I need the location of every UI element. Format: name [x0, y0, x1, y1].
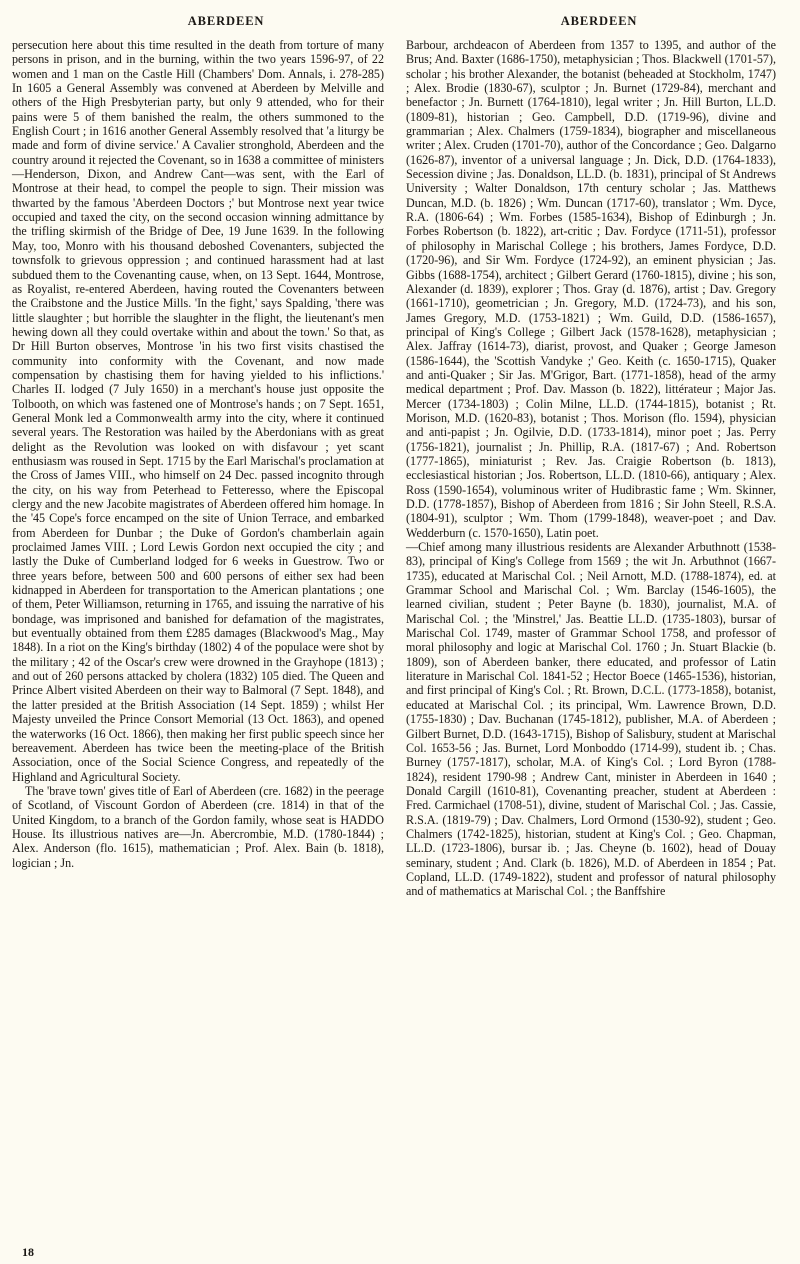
text-columns [12, 38, 788, 899]
page-number: 18 [22, 1245, 34, 1259]
running-headers [12, 14, 788, 29]
paragraph: The 'brave town' gives title of Earl of Aberdeen (cre. 1682) in the peerage of Scotland, of Viscount Gordon of Aberdeen (cre. 1814) in that of the United Kingdom, to a branch of the Gordon family, whose seat is HADDO House. Its illustrious natives are—Jn. Abercrombie, M.D. (1780-1844) ; Alex. Anderson (flo. 1615), mathematician ; Prof. Alex. Bain (b. 1818), logician ; Jn. [12, 783, 384, 870]
paragraph: persecution here about this time resulted in the death from torture of many persons in prison, and in the burning, within the two years 1596-97, of 22 women and 1 man on the Castle Hill (Chambers' Dom. Annals, i. 278-285) In 1605 a General Assembly was convened at Aberdeen by Melville and others of the High Presbyterian party, but only 9 attended, who for their pains were 5 of them banished the realm, the others summoned to the English Court ; in 1616 another General Assembly resolved that 'a liturgy be made and form of divine service.' A Cavalier stronghold, Aberdeen and the country around it rejected the Covenant, so in 1638 a committee of ministers—Henderson, Dixon, and Andrew Cant—was sent, with the Earl of Montrose at their head, to compel the people to sign. Their mission was thwarted by the famous 'Aberdeen Doctors ;' but Montrose next year twice occupied and taxed the city, on the second occasion winning admittance by the trifling skirmish of the Bridge of Dee, 19 June 1639. In the following May, too, Monro with his thousand deboshed Covenanters, subjected the townsfolk to grievous oppression ; and continued harassment had at last subdued them to the Covenanting cause, when, on 13 Sept. 1644, Montrose, as Royalist, re-entered Aberdeen, having routed the Covenanters between the Craibstone and the Justice Mills. 'In the fight,' says Spalding, 'there was little slaughter ; but horrible the slaughter in the flight, the lieutenant's men hewing down all they could overtake within and about the town.' So that, as Dr Hill Burton observes, Montrose 'in his two first visits chastised the community into conformity with the Covenant, and now made compensation by chastising them for having yielded to his inflictions.' Charles II. lodged (7 July 1650) in a merchant's house just opposite the Tolbooth, on which was fastened one of Montrose's hands ; on 7 Sept. 1651, General Monk led a Commonwealth army into the city, where it continued several years. The Restoration was hailed by the Aberdonians with as great delight as the Revolution was looked on with disfavour ; yet scant enthusiasm was roused in Sept. 1715 by the Earl Marischal's proclamation at the Cross of James VIII., who himself on 24 Dec. passed incognito through the city, on his way from Peterhead to Fetteresso, where the Episcopal clergy and the new Jacobite magistrates of Aberdeen offered him homage. In the '45 Cope's force encamped on the site of Union Terrace, and embarked from Aberdeen for Dunbar ; the Duke of Gordon's chamberlain again proclaimed James VIII. ; Lord Lewis Gordon next occupied the city ; and lastly the Duke of Cumberland lodged for 6 weeks in Guestrow. Two or three years before, between 500 and 600 persons of either sex had been kidnapped in Aberdeen for transportation to the American plantations ; one of them, Peter Williamson, returning in 1765, and issuing the narrative of his bondage, was imprisoned and banished for defamation of the magistrates, but eventually obtained from them £285 damages (Blackwood's Mag., May 1848). In a riot on the King's birthday (1802) 4 of the populace were shot by the military ; 42 of the Oscar's crew were drowned in the Grayhope (1813) ; and out of 260 persons attacked by cholera (1832) 105 died. The Queen and Prince Albert visited Aberdeen on their way to Balmoral (7 Sept. 1848), and the latter presided at the British Association (14 Sept. 1859) ; whilst Her Majesty unveiled the Prince Consort Memorial (13 Oct. 1863), and opened the waterworks (16 Oct. 1866), then making her first public speech since her bereavement. Aberdeen has twice been the meeting-place of the British Association, once of the Social Science Congress, and repeatedly of the Highland and Agricultural Society. [12, 38, 384, 784]
left-text-column [12, 38, 394, 899]
paragraph: Barbour, archdeacon of Aberdeen from 1357 to 1395, and author of the Brus; And. Baxter (1686-1750), metaphysician ; Thos. Blackwell (1701-57), scholar ; his brother Alexander, the botanist (beheaded at Stockholm, 1747) ; Alex. Brodie (1830-67), sculptor ; Jn. Burnet (1729-84), merchant and benefactor ; Jn. Burnett (1764-1810), legal writer ; Jn. Hill Burton, LL.D. (1809-81), historian ; Geo. Campbell, D.D. (1719-96), divine and grammarian ; Alex. Chalmers (1759-1834), biographer and miscellaneous writer ; Alex. Cruden (1701-70), author of the Concordance ; Geo. Dalgarno (1626-87), inventor of a universal language ; Jn. Dick, D.D. (1764-1833), Secession divine ; Jas. Donaldson, LL.D. (b. 1831), principal of St Andrews University ; Walter Donaldson, 17th century scholar ; Jas. Matthews Duncan, M.D. (b. 1826) ; Wm. Duncan (1717-60), translator ; Wm. Dyce, R.A. (1806-64) ; Wm. Forbes (1585-1634), Bishop of Edinburgh ; Jn. Forbes Robertson (b. 1822), art-critic ; Dav. Fordyce (1711-51), professor of philosophy in Marischal College ; his brothers, James Fordyce, D.D. (1720-96), and Sir Wm. Fordyce (1724-92), an eminent physician ; Jas. Gibbs (1688-1754), architect ; Gilbert Gerard (1760-1815), divine ; his son, Alexander (d. 1839), explorer ; Thos. Gray (d. 1876), artist ; Dav. Gregory (1661-1710), geometrician ; Jn. Gregory, M.D. (1724-73), and his son, James Gregory, M.D. (1753-1821) ; Wm. Guild, D.D. (1586-1657), principal of King's College ; Gilbert Jack (1578-1628), metaphysician ; Alex. Jaffray (1614-73), diarist, provost, and Quaker ; George Jameson (1586-1644), the 'Scottish Vandyke ;' Geo. Keith (c. 1650-1715), Quaker and anti-Quaker ; Sir Jas. M'Grigor, Bart. (1771-1858), head of the army medical department ; Prof. Dav. Masson (b. 1822), littérateur ; Major Jas. Mercer (1734-1803) ; Colin Milne, LL.D. (1744-1815), botanist ; Rt. Morison, M.D. (1620-83), botanist ; Thos. Morison (flo. 1594), physician and anti-papist ; Jn. Ogilvie, D.D. (1733-1814), minor poet ; Jas. Perry (1756-1821), journalist ; Jn. Phillip, R.A. (1817-67) ; And. Robertson (1777-1865), miniaturist ; Rev. Jas. Craigie Robertson (b. 1813), ecclesiastical historian ; Jos. Robertson, LL.D. (1810-66), antiquary ; Alex. Ross (1590-1654), voluminous writer of Hudibrastic fame ; Wm. Skinner, D.D. (1778-1857), Bishop of Aberdeen from 1816 ; Sir John Steell, R.S.A. (1804-91), sculptor ; Wm. Thom (1799-1848), weaver-poet ; and Dav. Wedderburn (c. 1570-1650), Latin poet. [406, 38, 776, 540]
running-head-left: ABERDEEN [187, 14, 265, 28]
right-text-column [394, 38, 776, 899]
paragraph: —Chief among many illustrious residents are Alexander Arbuthnott (1538-83), principal of King's College from 1569 ; the wit Jn. Arbuthnot (1667-1735), educated at Marischal Col. ; Neil Arnott, M.D. (1788-1874), ed. at Grammar School and Marischal Col. ; Wm. Barclay (1546-1605), the learned civilian, student ; Peter Bayne (b. 1830), journalist, M.A. of Marischal Col. ; the 'Minstrel,' Jas. Beattie LL.D. (1735-1803), bursar of Marischal Col. 1749, master of Grammar School 1758, and professor of moral philosophy and logic at Marischal Col. 1760 ; Jn. Stuart Blackie (b. 1809), son of Aberdeen banker, there educated, and professor of Latin literature in Marischal Col. 1841-52 ; Hector Boece (1465-1536), historian, and first principal of King's Col. ; Rt. Brown, D.C.L. (1773-1858), botanist, educated at Marischal Col. ; its principal, Wm. Lawrence Brown, D.D. (1755-1830) ; Dav. Buchanan (1745-1812), publisher, M.A. of Aberdeen ; Gilbert Burnet, D.D. (1643-1715), Bishop of Salisbury, student at Marischal Col. 1653-56 ; Jas. Burnet, Lord Monboddo (1714-99), student ib. ; Chas. Burney (1757-1817), scholar, M.A. of King's Col. ; Lord Byron (1788-1824), resident 1790-98 ; Andrew Cant, minister in Aberdeen in 1640 ; Donald Cargill (1610-81), Covenanting preacher, student at Aberdeen : Fred. Carmichael (1708-51), divine, student of Marischal Col. ; Jas. Cassie, R.S.A. (1819-79) ; Dav. Chalmers, Lord Ormond (1530-92), student ; Geo. Chalmers (1742-1825), historian, student at King's Col. ; Geo. Chapman, LL.D. (1723-1806), bursar ib. ; Jas. Cheyne (b. 1602), head of Douay seminary, student ; And. Clark (b. 1826), M.D. of Aberdeen in 1854 ; Pat. Copland, LL.D. (1749-1822), student and professor of natural philosophy and of mathematics at Marischal Col. ; the Banffshire [406, 540, 776, 899]
running-head-right: ABERDEEN [560, 14, 638, 28]
